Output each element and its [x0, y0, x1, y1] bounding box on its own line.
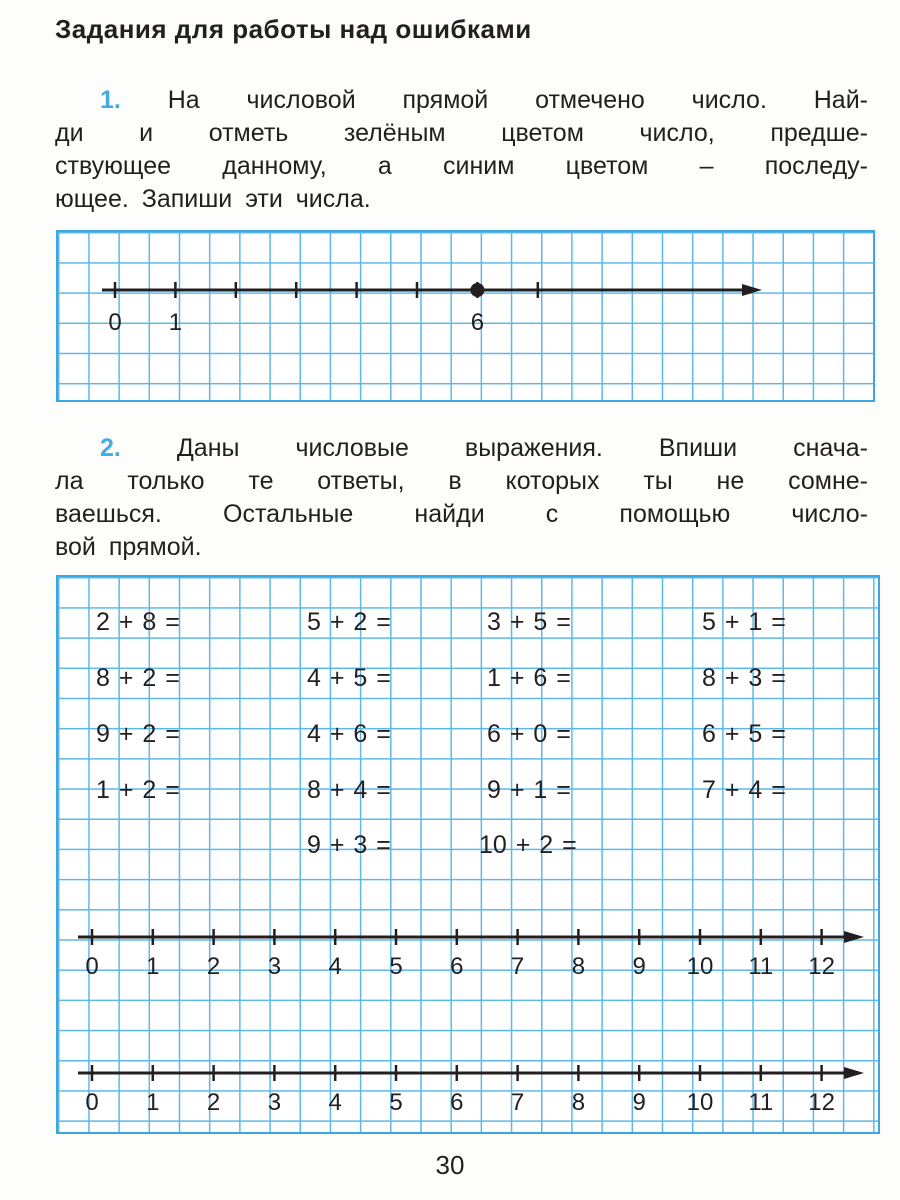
- tick-label: 0: [85, 1089, 99, 1116]
- task-2-number: 2.: [100, 434, 121, 462]
- tick-label: 2: [206, 1089, 221, 1116]
- tick-label: 10: [686, 953, 714, 980]
- tick-label: 11: [748, 953, 774, 980]
- tick-label: 6: [470, 309, 485, 336]
- tick-label: 3: [267, 1089, 282, 1116]
- number-line-1-arrow-icon: [742, 284, 762, 296]
- text-line: вой прямой.: [55, 533, 202, 561]
- tick-label: 0: [85, 953, 99, 980]
- tick-label: 7: [510, 953, 525, 980]
- tick-label: 1: [146, 1089, 160, 1116]
- tick-label: 0: [108, 309, 122, 336]
- tick-label: 10: [686, 1089, 714, 1116]
- expression: 1 + 6 =: [487, 664, 571, 692]
- expression: 4 + 6 =: [307, 720, 391, 748]
- tick-label: 9: [632, 953, 646, 980]
- text-line: ди и отметь зелёным цветом число, предше-: [55, 119, 868, 147]
- expression: 6 + 0 =: [487, 720, 571, 748]
- tick-label: 1: [168, 309, 183, 336]
- tick-label: 1: [146, 953, 160, 980]
- tick-label: 11: [748, 1089, 774, 1116]
- expression: 8 + 2 =: [96, 664, 180, 692]
- task-1-number: 1.: [100, 86, 121, 114]
- tick-label: 8: [571, 1089, 586, 1116]
- expression: 8 + 4 =: [307, 776, 391, 804]
- expression: 9 + 2 =: [96, 720, 180, 748]
- expression: 9 + 1 =: [487, 776, 571, 804]
- number-line-3-arrow-icon: [844, 1067, 864, 1079]
- tick-label: 4: [328, 1089, 342, 1116]
- tick-label: 4: [328, 953, 342, 980]
- tick-label: 12: [808, 953, 835, 980]
- expression: 4 + 5 =: [307, 664, 391, 692]
- text-line: Даны числовые выражения. Впиши снача-: [176, 434, 868, 462]
- expression: 9 + 3 =: [307, 831, 391, 859]
- expression: 10 + 2 =: [479, 831, 577, 859]
- tick-label: 7: [510, 1089, 525, 1116]
- page-number: 30: [435, 1150, 465, 1180]
- expression: 1 + 2 =: [96, 776, 180, 804]
- expression: 7 + 4 =: [702, 776, 786, 804]
- expression: 5 + 1 =: [702, 608, 786, 636]
- text-line: ла только те ответы, в которых ты не сомне-: [55, 467, 868, 495]
- tick-label: 8: [571, 953, 586, 980]
- expression: 3 + 5 =: [487, 608, 571, 636]
- tick-label: 9: [632, 1089, 646, 1116]
- expression: 8 + 3 =: [702, 664, 786, 692]
- tick-label: 6: [450, 1089, 464, 1116]
- tick-label: 5: [389, 953, 403, 980]
- text-line: ствующее данному, а синим цветом – последу-: [55, 152, 868, 180]
- tick-label: 2: [206, 953, 221, 980]
- text-line: На числовой прямой отмечено число. Най-: [167, 86, 868, 114]
- number-line-2-arrow-icon: [844, 931, 864, 943]
- tick-label: 6: [450, 953, 464, 980]
- tick-label: 12: [808, 1089, 835, 1116]
- page-title: Задания для работы над ошибками: [55, 14, 532, 44]
- expression: 6 + 5 =: [702, 720, 786, 748]
- tick-label: 5: [389, 1089, 403, 1116]
- marked-point: [470, 283, 484, 297]
- text-line: ющее. Запиши эти числа.: [55, 185, 371, 213]
- expression: 2 + 8 =: [96, 608, 180, 636]
- tick-label: 3: [267, 953, 282, 980]
- text-line: ваешься. Остальные найди с помощью число-: [55, 500, 868, 528]
- expression: 5 + 2 =: [307, 608, 391, 636]
